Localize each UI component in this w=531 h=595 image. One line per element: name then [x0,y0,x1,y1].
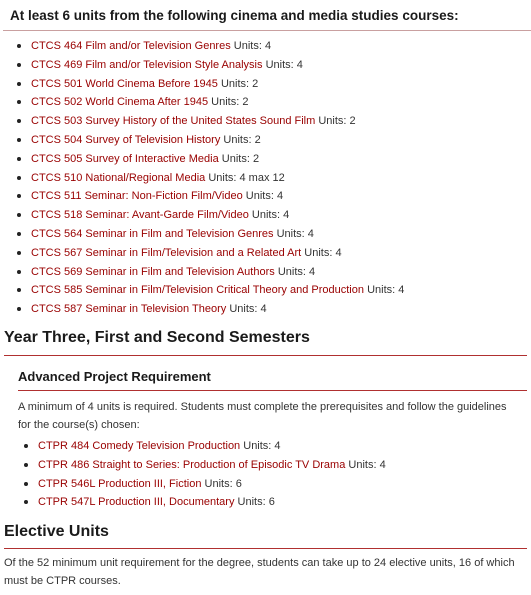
list-item [31,281,404,300]
project-heading: Advanced Project Requirement [18,369,211,384]
course-link[interactable]: CTCS 518 Seminar: Avant-Garde Film/Video [31,209,249,222]
list-item [31,131,404,150]
list-item [31,300,404,319]
list-item [31,187,404,206]
list-item [31,37,404,56]
course-link[interactable]: CTCS 587 Seminar in Television Theory [31,303,227,316]
course-units: Units: 4 [265,58,303,71]
course-link[interactable]: CTCS 464 Film and/or Television Genres [31,40,231,52]
course-units: Units: 2 [223,133,261,146]
course-units: Units: 2 [221,152,260,165]
course-link[interactable]: CTCS 469 Film and/or Television Style Analysis [31,58,263,71]
course-units: Units: 4 [243,440,281,452]
course-units: Units: 4 max 12 [208,171,285,184]
course-link[interactable]: CTPR 547L Production III, Documentary [38,496,235,509]
cinema-course-list [31,37,404,319]
divider [3,30,531,31]
course-units: Units: 2 [211,96,249,109]
elective-heading: Elective Units [4,523,109,540]
course-units: Units: 4 [277,265,316,278]
course-units: Units: 4 [245,190,284,203]
course-units: Units: 6 [204,477,242,490]
list-item [31,75,404,94]
list-item [38,456,386,475]
course-link[interactable]: CTCS 585 Seminar in Film/Television Critical Theory and Production [31,284,364,297]
course-link[interactable]: CTCS 504 Survey of Television History [31,133,221,146]
list-item [38,437,386,456]
course-link[interactable]: CTCS 511 Seminar: Non-Fiction Film/Video [31,190,243,203]
course-link[interactable]: CTCS 502 World Cinema After 1945 [31,96,209,109]
course-units: Units: 4 [304,246,342,259]
divider [4,355,527,356]
list-item [31,244,404,263]
course-units: Units: 6 [237,496,275,509]
course-link[interactable]: CTPR 484 Comedy Television Production [38,440,241,452]
list-item [31,169,404,188]
list-item [31,206,404,225]
course-link[interactable]: CTPR 486 Straight to Series: Production of Episodic TV Drama [38,458,346,471]
list-item [31,93,404,112]
divider [18,390,527,391]
course-link[interactable]: CTCS 503 Survey History of the United States Sound Film [31,115,316,128]
course-units: Units: 4 [251,209,290,222]
project-course-list [38,437,386,512]
list-item [31,112,404,131]
list-item [38,493,386,512]
course-units: Units: 4 [233,40,272,52]
course-units: Units: 4 [229,303,267,316]
section-heading: At least 6 units from the following cinema and media studies courses: [10,8,459,23]
course-link[interactable]: CTPR 546L Production III, Fiction [38,477,202,490]
list-item [31,150,404,169]
course-units: Units: 4 [348,458,386,471]
list-item [31,263,404,282]
list-item [31,56,404,75]
course-units: Units: 4 [276,227,314,240]
divider [4,548,527,549]
course-link[interactable]: CTCS 569 Seminar in Film and Television Authors [31,265,275,278]
course-link[interactable]: CTCS 505 Survey of Interactive Media [31,152,219,165]
elective-description: Of the 52 minimum unit requirement for the degree, students can take up to 24 elective units, 16 of which must be CTPR courses. [4,557,515,587]
course-link[interactable]: CTCS 501 World Cinema Before 1945 [31,77,218,90]
course-units: Units: 4 [367,284,405,297]
list-item [31,225,404,244]
list-item [38,475,386,494]
course-link[interactable]: CTCS 567 Seminar in Film/Television and a Related Art [31,246,302,259]
course-link[interactable]: CTCS 510 National/Regional Media [31,171,206,184]
course-units: Units: 2 [220,77,259,90]
course-link[interactable]: CTCS 564 Seminar in Film and Television Genres [31,227,274,240]
year-heading: Year Three, First and Second Semesters [4,329,310,346]
course-units: Units: 2 [318,115,356,128]
project-description: A minimum of 4 units is required. Students must complete the prerequisites and follow the guidelines for the course(s) chosen: [18,401,507,431]
